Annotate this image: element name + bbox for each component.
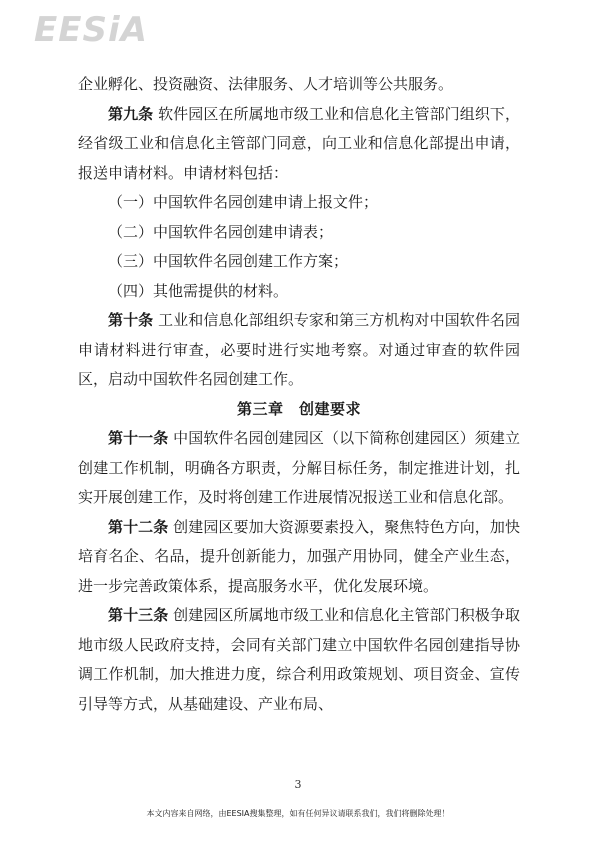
list-item: （四）其他需提供的材料。 — [108, 281, 289, 300]
article-13-number: 第十三条 — [108, 606, 169, 624]
article-9-number: 第九条 — [108, 104, 154, 123]
page-number: 3 — [294, 778, 302, 791]
footer-disclaimer: 本文内容来自网络，由EESIA搜集整理，如有任何异议请联系我们，我们将删除处理！ — [146, 809, 450, 818]
article-13 — [78, 601, 520, 719]
document-body — [78, 70, 520, 719]
article-11 — [78, 424, 520, 513]
article-9-text: 软件园区在所属地市级工业和信息化主管部门组织下，经省级工业和信息化主管部门同意，向工业和信息化部提出申请，报送申请材料。申请材料包括： — [78, 104, 520, 182]
eesia-watermark-logo: EESiA — [34, 10, 148, 50]
list-item: （二）中国软件名园创建申请表； — [108, 222, 334, 241]
list-item: （一）中国软件名园创建申请上报文件； — [108, 193, 379, 211]
list-item: （三）中国软件名园创建工作方案； — [108, 252, 349, 270]
article-10-number: 第十条 — [108, 311, 154, 329]
article-10-text: 工业和信息化部组织专家和第三方机构对中国软件名园申请材料进行审查，必要时进行实地考察。对通过审查的软件园区，启动中国软件名园创建工作。 — [78, 311, 520, 388]
article-10 — [78, 306, 520, 395]
article-12-text: 创建园区要加大资源要素投入，聚焦特色方向，加快培育名企、名品，提升创新能力，加强产用协同，健全产业生态，进一步完善政策体系，提高服务水平，优化发展环境。 — [78, 517, 520, 595]
article-11-text: 中国软件名园创建园区（以下简称创建园区）须建立创建工作机制，明确各方职责，分解目标任务，制定推进计划，扎实开展创建工作，及时将创建工作进展情况报送工业和信息化部。 — [78, 429, 520, 506]
article-12 — [78, 513, 520, 602]
article-9 — [78, 100, 520, 189]
article-13-text: 创建园区所属地市级工业和信息化主管部门积极争取地市级人民政府支持，会同有关部门建立中国软件名园创建指导协调工作机制，加大推进力度，综合利用政策规划、项目资金、宣传引导等方式，从基础建设、产业布局、 — [78, 606, 520, 713]
paragraph-continuation: 企业孵化、投资融资、法律服务、人才培训等公共服务。 — [78, 75, 454, 93]
article-11-number: 第十一条 — [108, 429, 169, 447]
chapter-heading: 第三章 创建要求 — [236, 399, 361, 418]
article-12-number: 第十二条 — [108, 517, 169, 536]
